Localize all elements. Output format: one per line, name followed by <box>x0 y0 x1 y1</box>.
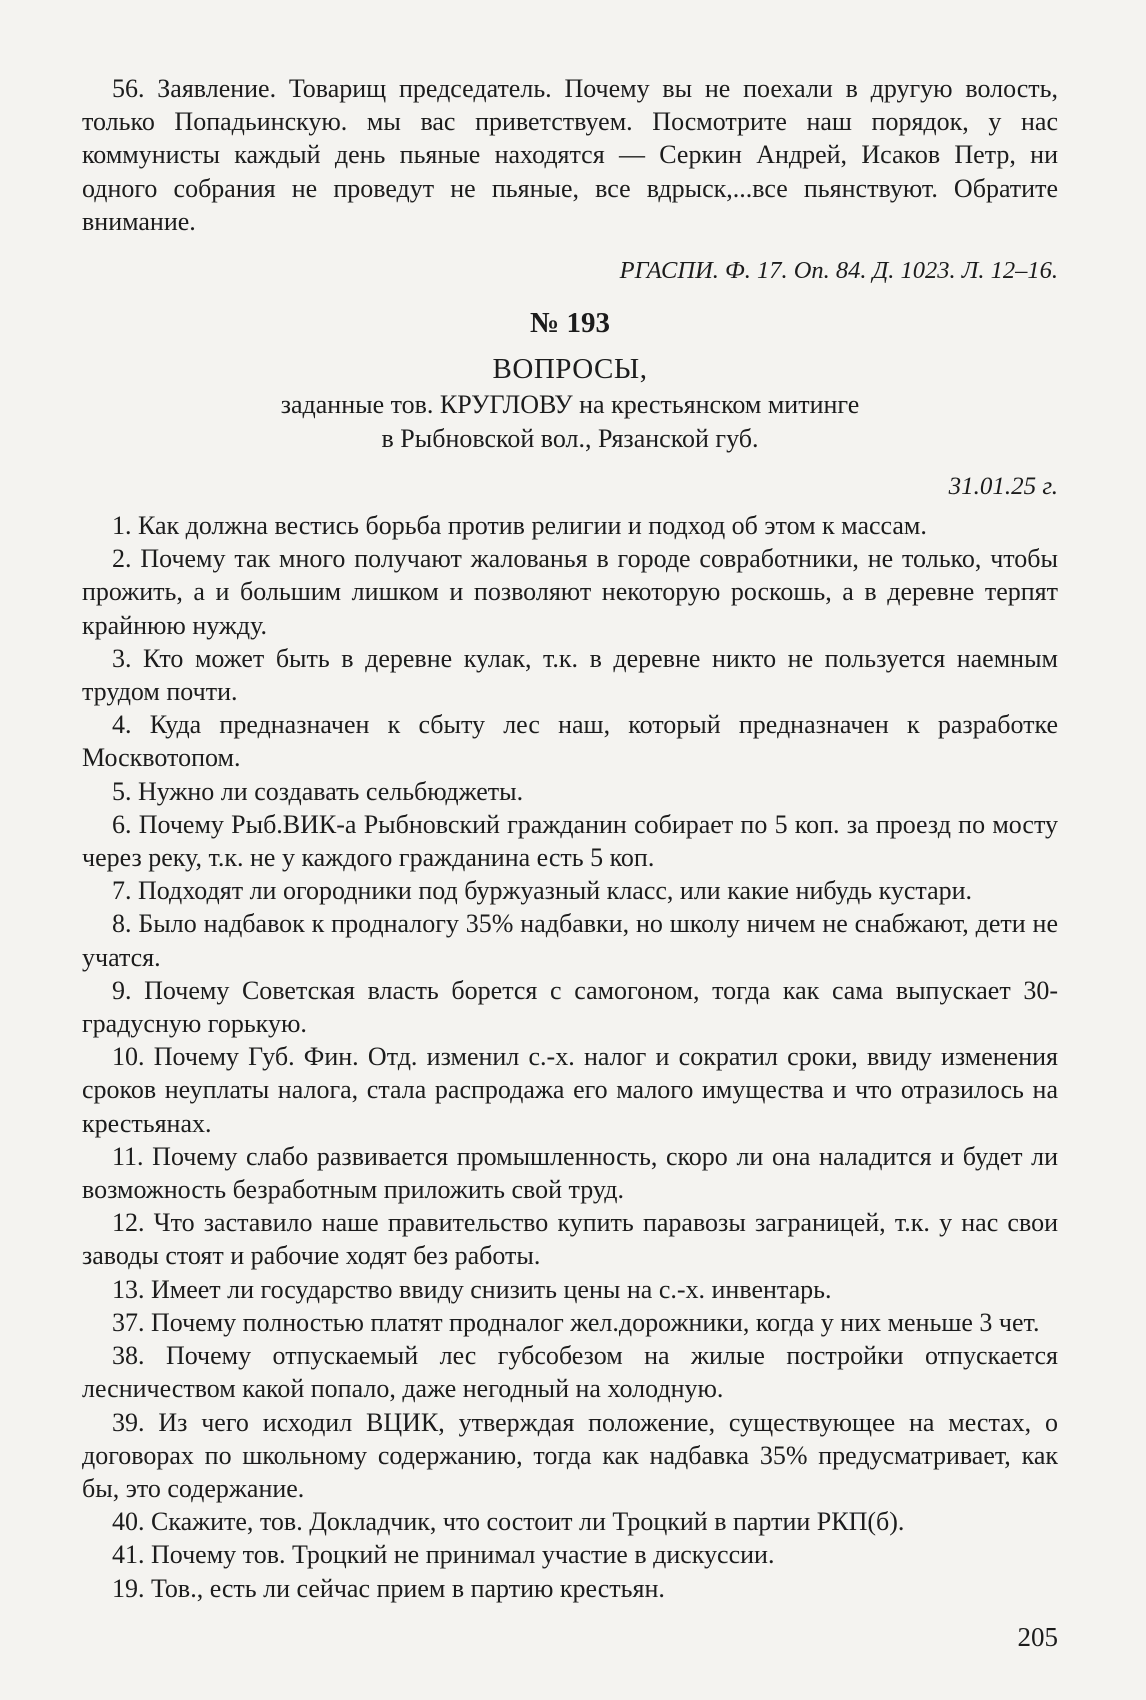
document-number: № 193 <box>530 307 610 340</box>
page-number: 205 <box>1017 1622 1058 1652</box>
document-subtitle-line2: в Рыбновской вол., Рязанской губ. <box>381 424 759 454</box>
document-date: 31.01.25 г. <box>948 473 1058 501</box>
question-item: 9. Почему Советская власть борется с самогоном, тогда как сама выпускает 30-градусную горькую. <box>82 975 1058 1039</box>
question-item: 41. Почему тов. Троцкий не принимал участие в дискуссии. <box>112 1540 775 1570</box>
document-title: ВОПРОСЫ, <box>492 353 648 386</box>
document-subtitle-line1: заданные тов. КРУГЛОВУ на крестьянском митинге <box>280 390 860 420</box>
source-reference: РГАСПИ. Ф. 17. Оп. 84. Д. 1023. Л. 12–16. <box>619 257 1058 285</box>
question-item: 38. Почему отпускаемый лес губсобезом на жилые постройки отпускается лесничеством какой попало, даже негодный на холодную. <box>82 1341 1058 1404</box>
intro-statement: 56. Заявление. Товарищ председатель. Почему вы не поехали в другую волость, только Попадьинскую. мы вас приветствуем. Посмотрите наш порядок, у нас коммунисты каждый день пьяные находятся — Серкин Андрей, Исаков Петр, ни одного собрания не проведут не пьяные, все вдрыск,...все пьянствуют. Обратите внимание. <box>82 74 1058 236</box>
question-item: 40. Скажите, тов. Докладчик, что состоит ли Троцкий в партии РКП(б). <box>112 1507 905 1537</box>
question-item: 6. Почему Рыб.ВИК-а Рыбновский гражданин собирает по 5 коп. за проезд по мосту через реку, т.к. не у каждого гражданина есть 5 коп. <box>82 809 1058 873</box>
question-item: 12. Что заставило наше правительство купить паравозы заграницей, т.к. у нас свои заводы стоят и рабочие ходят без работы. <box>82 1208 1058 1271</box>
question-item: 8. Было надбавок к продналогу 35% надбавки, но школу ничем не снабжают, дети не учатся. <box>82 909 1058 972</box>
question-item: 3. Кто может быть в деревне кулак, т.к. в деревне никто не пользуется наемным трудом почти. <box>82 643 1058 707</box>
question-item: 10. Почему Губ. Фин. Отд. изменил с.-х. налог и сократил сроки, ввиду изменения сроков неуплаты налога, стала распродажа его малого имущества и что отразилось на крестьянах. <box>82 1042 1058 1138</box>
question-item: 2. Почему так много получают жалованья в городе совработники, не только, чтобы прожить, а и большим лишком и позволяют некоторую роскошь, а в деревне терпят крайнюю нужду. <box>82 544 1058 640</box>
question-item: 4. Куда предназначен к сбыту лес наш, который предназначен к разработке Москвотопом. <box>82 710 1058 773</box>
question-item: 7. Подходят ли огородники под буржуазный класс, или какие нибудь кустари. <box>112 876 973 906</box>
question-item: 13. Имеет ли государство ввиду снизить цены на с.-х. инвентарь. <box>112 1274 832 1304</box>
question-item: 39. Из чего исходил ВЦИК, утверждая положение, существующее на местах, о договорах по школьному содержанию, тогда как надбавка 35% предусматривает, как бы, это содержание. <box>82 1407 1058 1503</box>
question-item: 37. Почему полностью платят продналог жел.дорожники, когда у них меньше 3 чет. <box>112 1307 1040 1337</box>
questions-list <box>82 509 1058 1605</box>
question-item: 1. Как должна вестись борьба против религии и подход об этом к массам. <box>112 511 927 541</box>
question-item: 19. Тов., есть ли сейчас прием в партию крестьян. <box>112 1573 665 1603</box>
question-item: 11. Почему слабо развивается промышленность, скоро ли она наладится и будет ли возможность безработным приложить свой труд. <box>82 1141 1058 1205</box>
question-item: 5. Нужно ли создавать сельбюджеты. <box>112 776 524 806</box>
